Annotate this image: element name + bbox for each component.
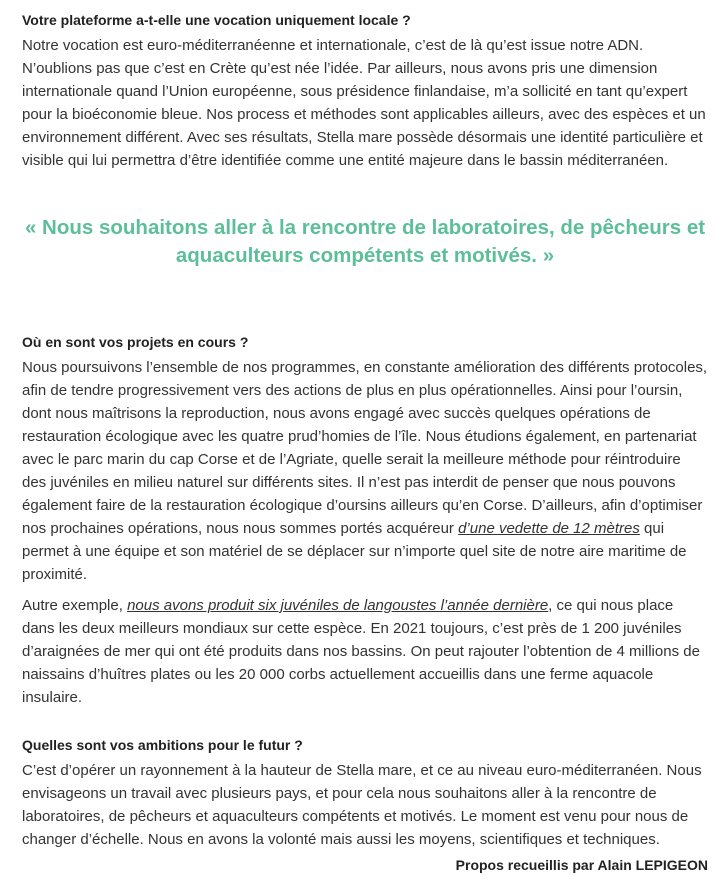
paragraph-text: Nous poursuivons l’ensemble de nos programmes, en constante amélioration des différents protocoles, afin de tendre progressivement vers des actions de plus en plus opérationnelles. Ainsi pour l’oursin, dont nous maîtrisons la reproduction, nous avons engagé avec succès quelques opérations de restauration écologique avec les quatre prud’homies de l’île. Nous étudions également, en partenariat avec le parc marin du cap Corse et de l’Agriate, quelle serait la meilleure méthode pour réintroduire des juvéniles en milieu naturel sur différents sites. Il n’est pas interdit de penser que nous pouvons également faire de la restauration écologique d’oursins ailleurs qu’en Corse. D’ailleurs, afin d’optimiser nos prochaines opérations, nous nous sommes portés acquéreur: [22, 359, 708, 537]
question-heading: Où en sont vos projets en cours ?: [22, 334, 249, 350]
answer-paragraph: [22, 356, 708, 586]
author-signature: Propos recueillis par Alain LEPIGEON: [455, 857, 708, 873]
answer-paragraph: [22, 594, 708, 709]
question-heading: Votre plateforme a-t-elle une vocation uniquement locale ?: [22, 12, 411, 28]
paragraph-text: qui permet à une équipe et son matériel de se déplacer sur n’importe quel site de notre aire maritime de proximité.: [22, 520, 687, 583]
paragraph-text: Autre exemple,: [22, 597, 128, 614]
question-heading: Quelles sont vos ambitions pour le futur ?: [22, 737, 303, 753]
answer-paragraph: Notre vocation est euro-méditerranéenne et internationale, c’est de là qu’est issue notre ADN. N’oublions pas que c’est en Crète qu’est née l’idée. Par ailleurs, nous avons pris une dimension internationale quand l’Union européenne, sous présidence finlandaise, m’a sollicité en tant qu’expert pour la bioéconomie bleue. Nos process et méthodes sont applicables ailleurs, avec des espèces et un environnement différent. Avec ses résultats, Stella mare possède désormais une identité particulière et visible qui lui permettra d’être identifiée comme une entité majeure dans le bassin méditerranéen.: [22, 37, 706, 169]
answer-paragraph: C’est d’opérer un rayonnement à la hauteur de Stella mare, et ce au niveau euro-méditerranéen. Nous envisageons un travail avec plusieurs pays, et pour cela nous souhaitons aller à la rencontre de laboratoires, de pêcheurs et aquaculteurs compétents et motivés. Le moment est venu pour nous de changer d’échelle. Nous en avons la volonté mais aussi les moyens, scientifiques et techniques.: [22, 762, 702, 848]
paragraph-text: , ce qui nous place dans les deux meilleurs mondiaux sur cette espèce. En 2021 toujours, c’est près de 1 200 juvéniles d’araignées de mer qui ont été produits dans nos bassins. On peut rajouter l’obtention de 4 millions de naissains d’huîtres plates ou les 20 000 corbs actuellement accueillis dans une ferme aquacole insulaire.: [22, 597, 700, 706]
boat-article-link[interactable]: d’une vedette de 12 mètres: [458, 520, 640, 537]
lobster-article-link[interactable]: nous avons produit six juvéniles de langoustes l’année dernière: [127, 597, 549, 614]
pull-quote: « Nous souhaitons aller à la rencontre de laboratoires, de pêcheurs et aquaculteurs compétents et motivés. »: [24, 216, 706, 267]
